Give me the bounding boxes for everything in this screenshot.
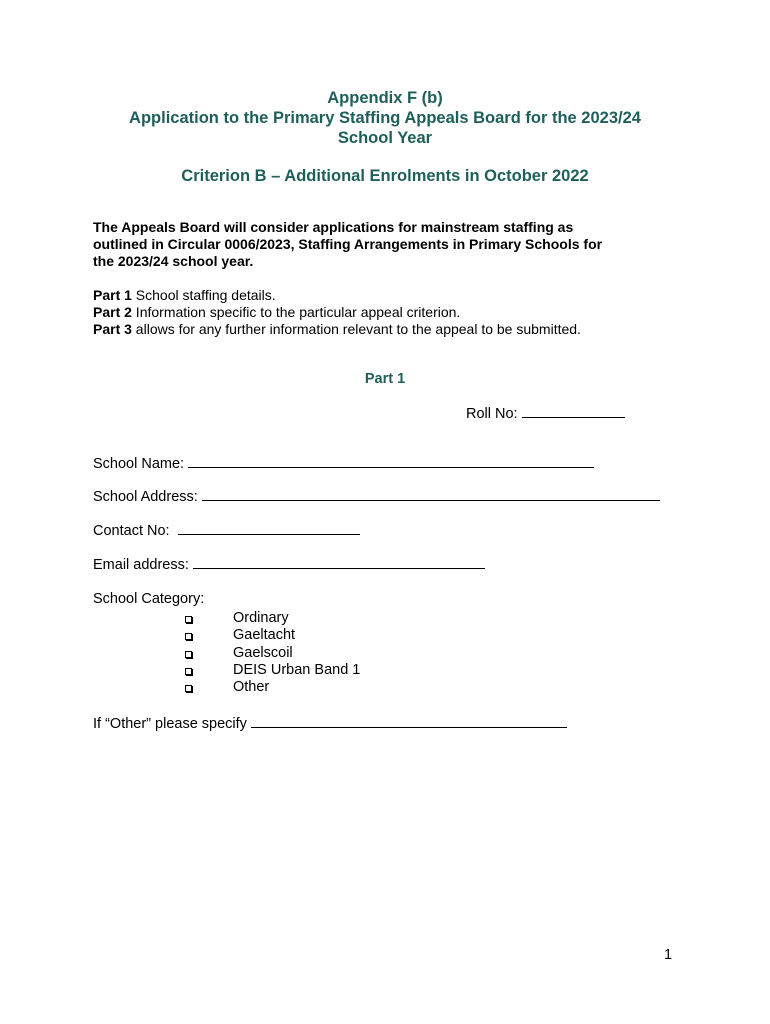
checkbox-icon[interactable] <box>185 685 192 692</box>
checkbox-icon[interactable] <box>185 651 192 658</box>
category-option-label: Gaeltacht <box>233 627 296 643</box>
school-name-input-line[interactable] <box>188 455 594 468</box>
school-category-label: School Category: <box>93 591 205 607</box>
school-year-title: School Year <box>337 129 433 147</box>
contact-no-label: Contact No: <box>93 523 170 539</box>
contact-no-field <box>93 522 360 539</box>
category-option-label: Other <box>233 679 270 695</box>
part-3-description <box>93 321 581 338</box>
part-2-description <box>93 304 460 321</box>
school-address-input-line[interactable] <box>202 488 660 501</box>
part-1-heading: Part 1 <box>364 371 406 387</box>
intro-line-1: The Appeals Board will consider applications for mainstream staffing as <box>93 219 574 235</box>
email-input-line[interactable] <box>193 556 485 569</box>
part-text: allows for any further information relevant to the appeal to be submitted. <box>131 321 581 337</box>
other-specify-field <box>93 715 567 732</box>
intro-line-3: the 2023/24 school year. <box>93 253 254 269</box>
category-option-label: Gaelscoil <box>233 645 293 661</box>
roll-no-field <box>466 405 625 422</box>
part-text: School staffing details. <box>131 287 276 303</box>
school-name-field <box>93 455 594 472</box>
category-option-gaeltacht[interactable] <box>0 627 770 644</box>
intro-line-2: outlined in Circular 0006/2023, Staffing Arrangements in Primary Schools for <box>93 236 603 252</box>
email-label: Email address: <box>93 557 189 573</box>
school-address-label: School Address: <box>93 489 198 505</box>
school-name-label: School Name: <box>93 456 185 472</box>
email-field <box>93 556 485 573</box>
part-label: Part 1 <box>93 287 132 303</box>
part-label: Part 2 <box>93 304 132 320</box>
category-option-label: DEIS Urban Band 1 <box>233 662 361 678</box>
other-specify-input-line[interactable] <box>251 715 567 728</box>
application-title: Application to the Primary Staffing Appeals Board for the 2023/24 <box>129 109 641 127</box>
checkbox-icon[interactable] <box>185 616 192 623</box>
category-option-gaelscoil[interactable] <box>0 645 770 662</box>
roll-no-input-line[interactable] <box>522 405 625 418</box>
school-address-field <box>93 488 660 505</box>
category-option-ordinary[interactable] <box>0 610 770 627</box>
category-option-label: Ordinary <box>233 610 289 626</box>
appendix-title: Appendix F (b) <box>327 89 443 107</box>
checkbox-icon[interactable] <box>185 668 192 675</box>
roll-no-label: Roll No: <box>466 406 518 422</box>
checkbox-icon[interactable] <box>185 633 192 640</box>
contact-no-input-line[interactable] <box>178 522 360 535</box>
category-option-other[interactable] <box>0 679 770 696</box>
other-specify-label: If “Other” please specify <box>93 716 247 732</box>
page-number: 1 <box>664 947 673 963</box>
part-label: Part 3 <box>93 321 132 337</box>
category-option-deis-urban-band-1[interactable] <box>0 662 770 679</box>
part-1-description <box>93 287 276 304</box>
criterion-subtitle: Criterion B – Additional Enrolments in October 2022 <box>181 167 589 185</box>
part-text: Information specific to the particular appeal criterion. <box>131 304 461 320</box>
